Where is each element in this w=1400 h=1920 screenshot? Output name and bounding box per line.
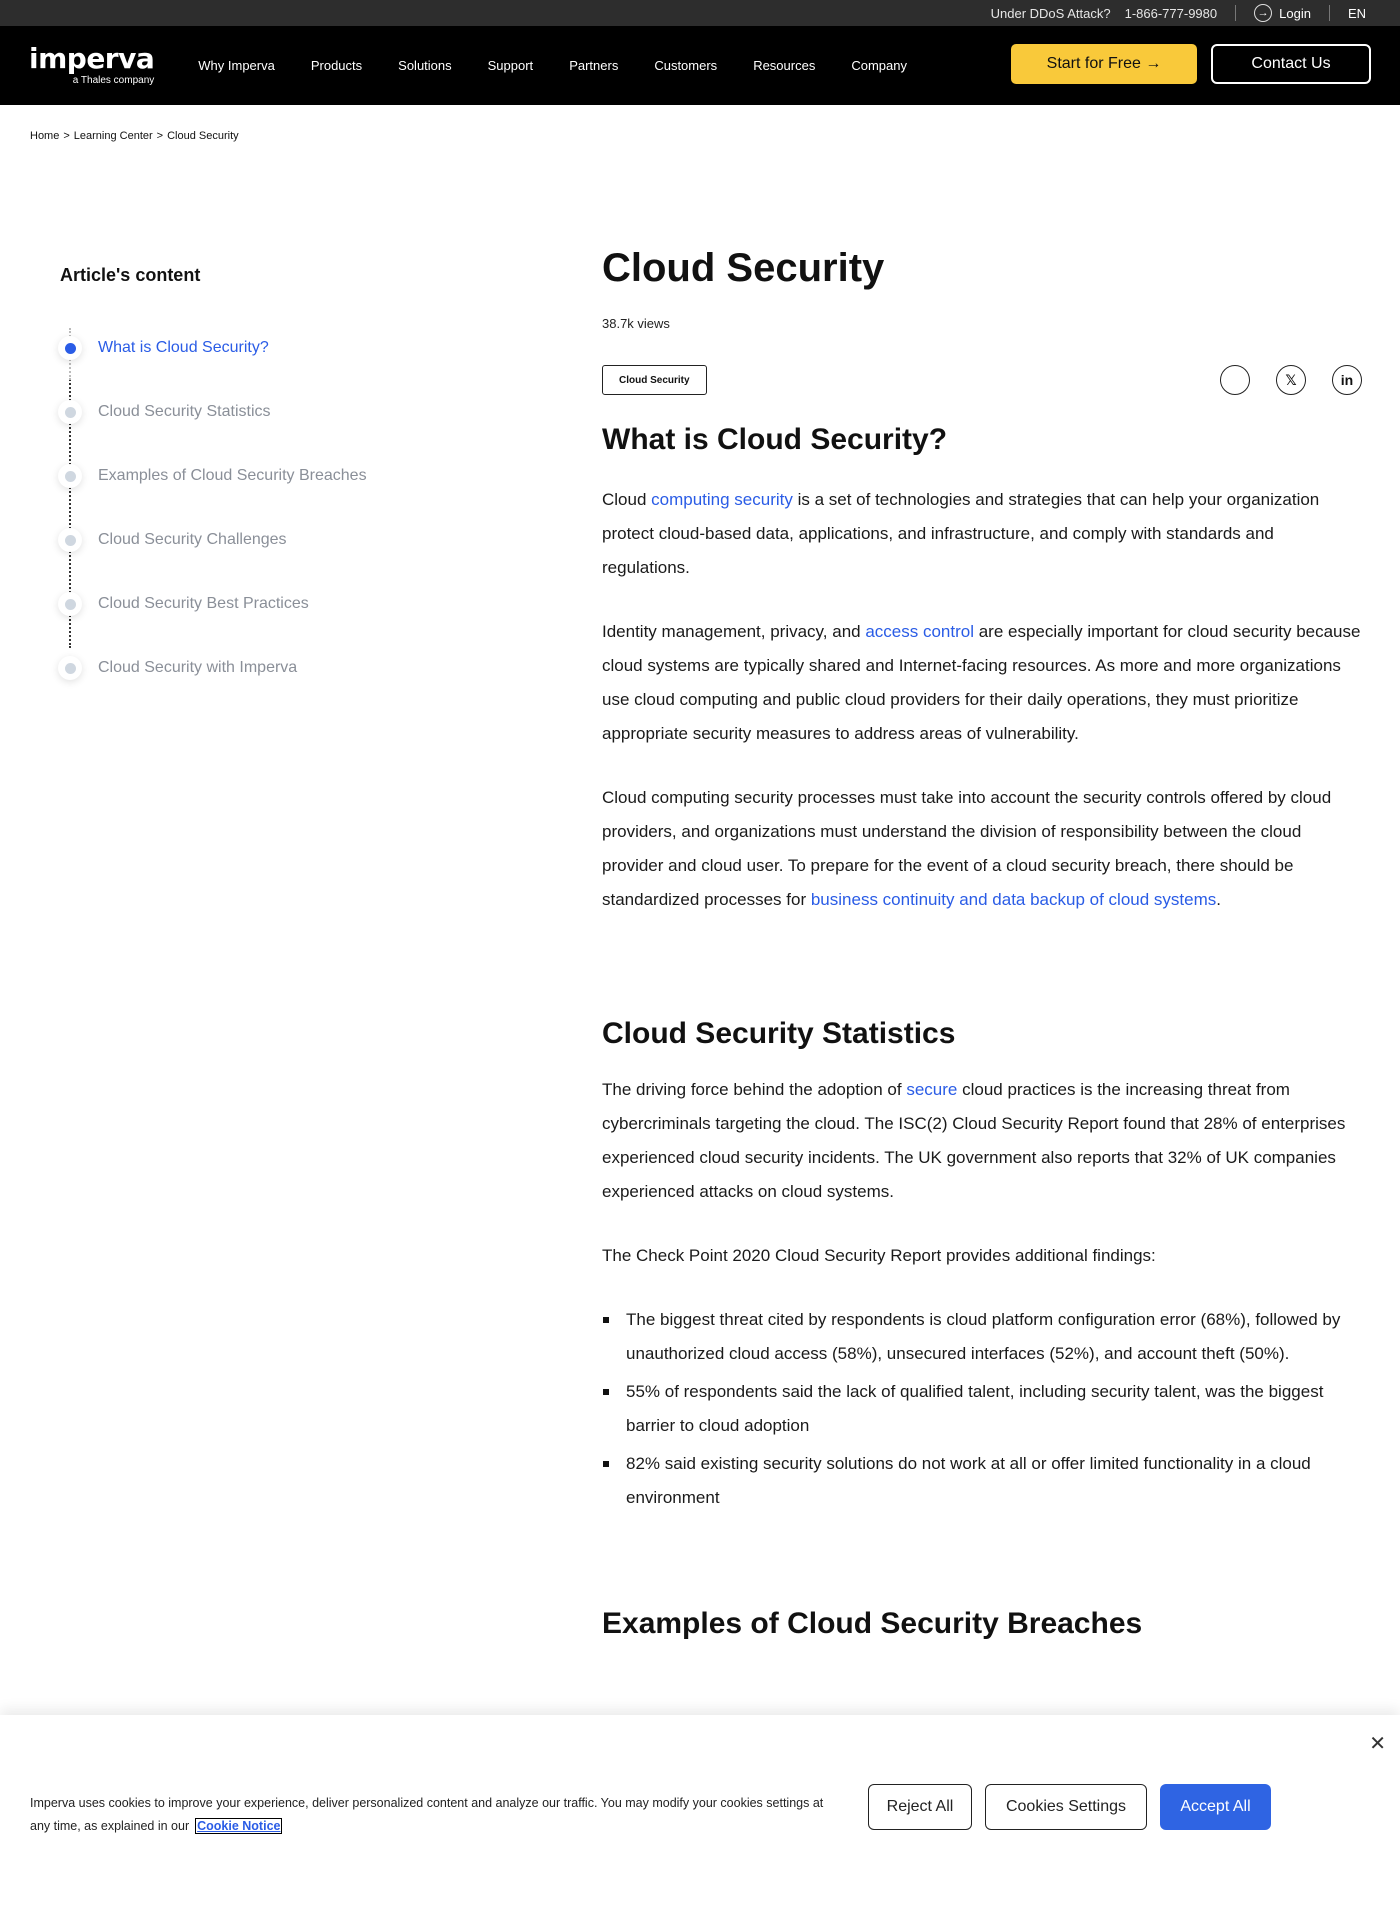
divider [1329, 5, 1330, 21]
cookie-text: Imperva uses cookies to improve your experience, deliver personalized content and analyze our traffic. You may modify your cookies settings at any time, as explained in our [30, 1796, 824, 1833]
nav-item-partners[interactable]: Partners [569, 58, 619, 73]
list-item: 82% said existing security solutions do not work at all or offer limited functionality in a cloud environment [602, 1447, 1362, 1515]
toc-item-label: What is Cloud Security? [98, 339, 269, 356]
toc-item-label: Cloud Security Statistics [98, 403, 271, 420]
list-item: 55% of respondents said the lack of qualified talent, including security talent, was the biggest barrier to cloud adoption [602, 1375, 1362, 1443]
nav-item-customers[interactable]: Customers [654, 58, 718, 73]
text: Cloud computing security processes must take into account the security controls offered by cloud providers, and organizations must understand the division of responsibility between the cloud provider and cloud user. To prepare for the event of a cloud security breach, there should be standardized processes for [602, 788, 1332, 909]
nav-links [198, 58, 943, 73]
x-twitter-icon[interactable]: 𝕏 [1276, 365, 1306, 395]
logo-wordmark: imperva [29, 42, 155, 75]
toc-bullet-icon [58, 656, 82, 680]
text: . [1216, 890, 1221, 909]
list-item: The biggest threat cited by respondents is cloud platform configuration error (68%), followed by unauthorized cloud access (58%), unsecured interfaces (52%), and account theft (50%). [602, 1303, 1362, 1371]
breadcrumb-home[interactable]: Home [30, 130, 60, 142]
nav-item-resources[interactable]: Resources [753, 58, 816, 73]
ddos-attack-link[interactable]: Under DDoS Attack? [990, 5, 1111, 21]
nav-item-solutions[interactable]: Solutions [398, 58, 452, 73]
toc-item-best-practices[interactable] [60, 572, 480, 636]
cookie-banner [0, 1715, 1400, 1920]
toc-item-breaches[interactable] [60, 444, 480, 508]
close-icon[interactable]: ✕ [1369, 1733, 1386, 1755]
cookie-notice-link[interactable]: Cookie Notice [197, 1819, 281, 1833]
toc-title: Article's content [60, 265, 201, 285]
logo-tagline: a Thales company [72, 75, 155, 86]
login-label: Login [1279, 5, 1311, 21]
cookie-message [30, 1792, 830, 1838]
text: Cloud [602, 490, 652, 509]
reject-all-button[interactable]: Reject All [868, 1784, 972, 1830]
toc-item-label: Cloud Security Best Practices [98, 595, 309, 612]
start-for-free-button[interactable]: Start for Free → [1011, 44, 1197, 84]
findings-list [602, 1303, 1362, 1515]
phone-number-link[interactable]: 1-866-777-9980 [1124, 5, 1218, 21]
toc-list [60, 316, 480, 700]
article [602, 240, 1362, 1645]
toc-item-what-is-cloud-security[interactable] [60, 316, 480, 380]
toc-item-statistics[interactable] [60, 380, 480, 444]
paragraph: The Check Point 2020 Cloud Security Report provides additional findings: [602, 1246, 1156, 1265]
category-tag[interactable]: Cloud Security [602, 365, 707, 395]
language-selector[interactable]: EN [1347, 5, 1366, 21]
text: are especially important for cloud security because cloud systems are typically shared and Internet-facing resources. As more and more organizations use cloud computing and public cloud providers for their daily operations, they must prioritize appropriate security measures to address areas of vulnerability. [602, 622, 1361, 743]
toc-bullet-icon [58, 528, 82, 552]
section-heading-breaches: Examples of Cloud Security Breaches [602, 1607, 1143, 1640]
cookie-actions [868, 1784, 1271, 1830]
nav-item-products[interactable]: Products [310, 58, 363, 73]
login-arrow-icon: → [1254, 4, 1272, 22]
section-heading-statistics: Cloud Security Statistics [602, 1017, 956, 1050]
paragraph [602, 781, 1362, 917]
text: Identity management, privacy, and [602, 622, 866, 641]
main-nav [0, 26, 1400, 105]
login-link[interactable] [1254, 4, 1311, 22]
toc-bullet-icon [58, 464, 82, 488]
linkedin-icon[interactable]: in [1332, 365, 1362, 395]
nav-item-support[interactable]: Support [487, 58, 534, 73]
paragraph [602, 483, 1362, 585]
toc-item-label: Cloud Security with Imperva [98, 659, 298, 676]
paragraph [602, 615, 1362, 751]
breadcrumb-learning-center[interactable]: Learning Center [73, 130, 153, 142]
utility-bar [0, 0, 1400, 26]
cookies-settings-button[interactable]: Cookies Settings [985, 1784, 1147, 1830]
divider [1235, 5, 1236, 21]
nav-item-company[interactable]: Company [851, 58, 907, 73]
toc-item-label: Cloud Security Challenges [98, 531, 287, 548]
secure-link[interactable]: secure [906, 1080, 958, 1099]
article-meta [602, 365, 1362, 395]
section-heading-what-is: What is Cloud Security? [602, 423, 948, 456]
text: is a set of technologies and strategies that can help your organization protect cloud-based data, applications, and infrastructure, and comply with standards and regulations. [602, 490, 1320, 577]
article-toc [60, 265, 480, 700]
breadcrumb-separator: > [63, 130, 70, 142]
page-title: Cloud Security [602, 246, 885, 290]
toc-bullet-icon [58, 592, 82, 616]
breadcrumb-separator: > [156, 130, 164, 142]
breadcrumb [30, 130, 239, 142]
nav-cta-group [1011, 44, 1371, 84]
text: cloud practices is the increasing threat from cybercriminals targeting the cloud. The ISC(2) Cloud Security Report found that 28% of enterprises experienced cloud security incidents. The UK government also reports that 32% of UK companies experienced attacks on cloud systems. [602, 1080, 1346, 1201]
paragraph [602, 1073, 1362, 1209]
blank-share-icon[interactable] [1220, 365, 1250, 395]
toc-item-label: Examples of Cloud Security Breaches [98, 467, 367, 484]
view-count: 38.7k views [602, 316, 670, 331]
share-buttons [1220, 365, 1362, 395]
contact-us-button[interactable]: Contact Us [1211, 44, 1371, 84]
toc-item-challenges[interactable] [60, 508, 480, 572]
imperva-logo[interactable] [29, 44, 154, 87]
text: The driving force behind the adoption of [602, 1080, 907, 1099]
toc-bullet-icon [58, 336, 82, 360]
business-continuity-link[interactable]: business continuity and data backup of cloud systems [810, 890, 1217, 909]
toc-item-with-imperva[interactable] [60, 636, 480, 700]
nav-item-why-imperva[interactable]: Why Imperva [198, 58, 275, 73]
breadcrumb-current: Cloud Security [167, 130, 239, 142]
computing-security-link[interactable]: computing security [651, 490, 793, 509]
access-control-link[interactable]: access control [865, 622, 974, 641]
accept-all-button[interactable]: Accept All [1160, 1784, 1271, 1830]
toc-bullet-icon [58, 400, 82, 424]
